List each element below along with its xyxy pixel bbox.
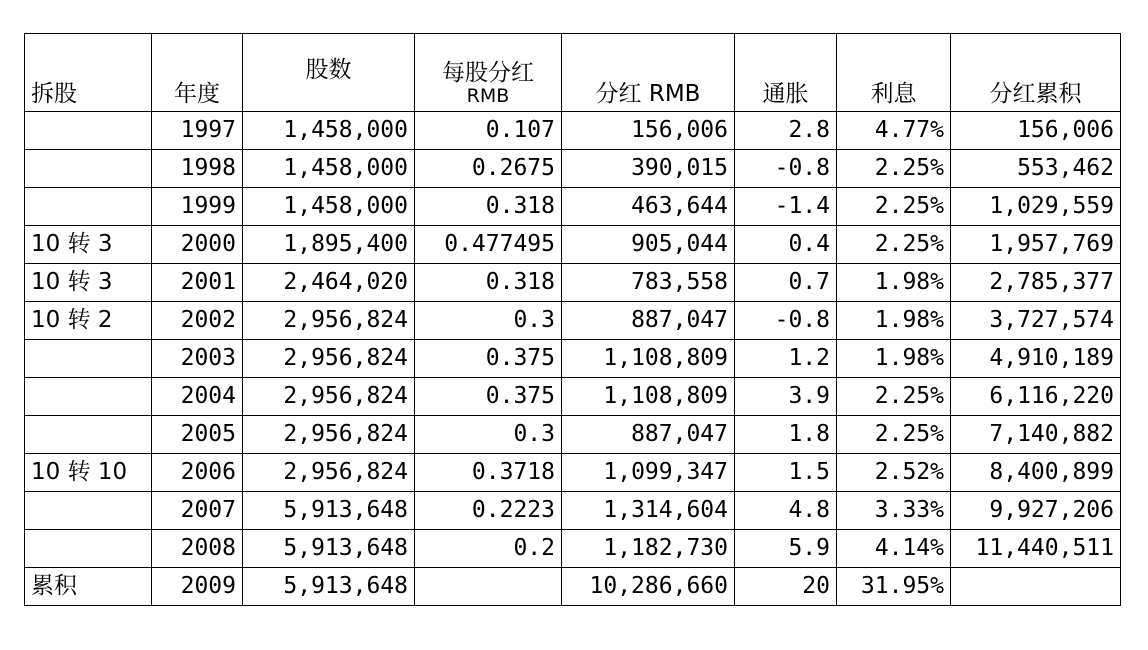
dividend-cell: 783,558 bbox=[562, 264, 735, 302]
inflation-cell: -1.4 bbox=[735, 188, 837, 226]
shares-cell: 1,458,000 bbox=[243, 112, 415, 150]
table-row bbox=[25, 226, 1121, 264]
header-dividend: 分红 RMB bbox=[562, 34, 735, 112]
dividend-per-share-cell: 0.375 bbox=[415, 378, 562, 416]
dividend-cell: 463,644 bbox=[562, 188, 735, 226]
dividend-cell: 1,314,604 bbox=[562, 492, 735, 530]
cumulative-cell: 9,927,206 bbox=[951, 492, 1121, 530]
cumulative-cell: 11,440,511 bbox=[951, 530, 1121, 568]
interest-cell: 4.14% bbox=[837, 530, 951, 568]
split-cell bbox=[25, 530, 152, 568]
year-cell: 1998 bbox=[152, 150, 243, 188]
year-cell: 2007 bbox=[152, 492, 243, 530]
interest-cell: 4.77% bbox=[837, 112, 951, 150]
inflation-cell: 4.8 bbox=[735, 492, 837, 530]
header-dps-line2: RMB bbox=[466, 85, 510, 108]
table-row bbox=[25, 302, 1121, 340]
dividend-cell: 390,015 bbox=[562, 150, 735, 188]
year-cell: 2004 bbox=[152, 378, 243, 416]
year-cell: 2001 bbox=[152, 264, 243, 302]
table-row bbox=[25, 340, 1121, 378]
table-row bbox=[25, 188, 1121, 226]
split-cell bbox=[25, 188, 152, 226]
interest-cell: 2.25% bbox=[837, 226, 951, 264]
dividend-per-share-cell: 0.2675 bbox=[415, 150, 562, 188]
dividend-per-share-cell: 0.107 bbox=[415, 112, 562, 150]
split-cell: 10 转 3 bbox=[25, 226, 152, 264]
inflation-cell: -0.8 bbox=[735, 150, 837, 188]
shares-cell: 2,956,824 bbox=[243, 454, 415, 492]
inflation-cell: 1.5 bbox=[735, 454, 837, 492]
header-cumulative: 分红累积 bbox=[951, 34, 1121, 112]
header-shares: 股数 bbox=[243, 34, 415, 112]
table-body bbox=[25, 112, 1121, 606]
interest-cell: 1.98% bbox=[837, 302, 951, 340]
year-cell: 2005 bbox=[152, 416, 243, 454]
dividend-cell: 905,044 bbox=[562, 226, 735, 264]
header-inflation: 通胀 bbox=[735, 34, 837, 112]
dividend-per-share-cell: 0.3718 bbox=[415, 454, 562, 492]
cumulative-cell: 1,029,559 bbox=[951, 188, 1121, 226]
shares-cell: 1,895,400 bbox=[243, 226, 415, 264]
dividend-per-share-cell: 0.318 bbox=[415, 264, 562, 302]
cumulative-cell: 6,116,220 bbox=[951, 378, 1121, 416]
header-year: 年度 bbox=[152, 34, 243, 112]
shares-cell: 2,956,824 bbox=[243, 302, 415, 340]
inflation-cell: 0.4 bbox=[735, 226, 837, 264]
shares-cell: 1,458,000 bbox=[243, 188, 415, 226]
split-cell bbox=[25, 416, 152, 454]
year-cell: 2006 bbox=[152, 454, 243, 492]
inflation-cell: 1.8 bbox=[735, 416, 837, 454]
interest-cell: 2.25% bbox=[837, 150, 951, 188]
dividend-per-share-cell: 0.3 bbox=[415, 416, 562, 454]
table-row bbox=[25, 416, 1121, 454]
dividend-per-share-cell: 0.2223 bbox=[415, 492, 562, 530]
year-cell: 2000 bbox=[152, 226, 243, 264]
dividend-cell: 10,286,660 bbox=[562, 568, 735, 606]
shares-cell: 5,913,648 bbox=[243, 568, 415, 606]
inflation-cell: 2.8 bbox=[735, 112, 837, 150]
cumulative-cell: 553,462 bbox=[951, 150, 1121, 188]
dividend-cell: 1,108,809 bbox=[562, 340, 735, 378]
header-split: 拆股 bbox=[25, 34, 152, 112]
interest-cell: 31.95% bbox=[837, 568, 951, 606]
year-cell: 2009 bbox=[152, 568, 243, 606]
year-cell: 2002 bbox=[152, 302, 243, 340]
dividend-table bbox=[24, 33, 1121, 606]
interest-cell: 2.25% bbox=[837, 416, 951, 454]
split-cell bbox=[25, 378, 152, 416]
header-interest: 利息 bbox=[837, 34, 951, 112]
table-row bbox=[25, 264, 1121, 302]
table-row bbox=[25, 150, 1121, 188]
split-cell: 10 转 2 bbox=[25, 302, 152, 340]
cumulative-cell: 2,785,377 bbox=[951, 264, 1121, 302]
split-cell bbox=[25, 150, 152, 188]
table-row bbox=[25, 378, 1121, 416]
split-cell bbox=[25, 492, 152, 530]
shares-cell: 5,913,648 bbox=[243, 530, 415, 568]
split-cell bbox=[25, 340, 152, 378]
table-row bbox=[25, 492, 1121, 530]
inflation-cell: 1.2 bbox=[735, 340, 837, 378]
year-cell: 2008 bbox=[152, 530, 243, 568]
dividend-cell: 156,006 bbox=[562, 112, 735, 150]
dividend-per-share-cell bbox=[415, 568, 562, 606]
cumulative-cell: 7,140,882 bbox=[951, 416, 1121, 454]
shares-cell: 2,464,020 bbox=[243, 264, 415, 302]
header-dps-line1: 每股分红 bbox=[442, 59, 534, 86]
cumulative-cell: 156,006 bbox=[951, 112, 1121, 150]
dividend-cell: 887,047 bbox=[562, 416, 735, 454]
cumulative-cell: 8,400,899 bbox=[951, 454, 1121, 492]
interest-cell: 2.52% bbox=[837, 454, 951, 492]
cumulative-cell bbox=[951, 568, 1121, 606]
dividend-per-share-cell: 0.375 bbox=[415, 340, 562, 378]
cumulative-cell: 3,727,574 bbox=[951, 302, 1121, 340]
shares-cell: 5,913,648 bbox=[243, 492, 415, 530]
year-cell: 2003 bbox=[152, 340, 243, 378]
table-row bbox=[25, 530, 1121, 568]
split-cell: 10 转 10 bbox=[25, 454, 152, 492]
interest-cell: 2.25% bbox=[837, 188, 951, 226]
cumulative-cell: 1,957,769 bbox=[951, 226, 1121, 264]
cumulative-cell: 4,910,189 bbox=[951, 340, 1121, 378]
shares-cell: 2,956,824 bbox=[243, 416, 415, 454]
inflation-cell: 5.9 bbox=[735, 530, 837, 568]
header-dividend-per-share bbox=[415, 34, 562, 112]
interest-cell: 1.98% bbox=[837, 264, 951, 302]
inflation-cell: 20 bbox=[735, 568, 837, 606]
interest-cell: 1.98% bbox=[837, 340, 951, 378]
dividend-per-share-cell: 0.2 bbox=[415, 530, 562, 568]
table-row bbox=[25, 568, 1121, 606]
year-cell: 1997 bbox=[152, 112, 243, 150]
dividend-per-share-cell: 0.318 bbox=[415, 188, 562, 226]
dividend-cell: 1,182,730 bbox=[562, 530, 735, 568]
split-cell bbox=[25, 112, 152, 150]
interest-cell: 2.25% bbox=[837, 378, 951, 416]
year-cell: 1999 bbox=[152, 188, 243, 226]
shares-cell: 1,458,000 bbox=[243, 150, 415, 188]
dividend-cell: 887,047 bbox=[562, 302, 735, 340]
shares-cell: 2,956,824 bbox=[243, 340, 415, 378]
inflation-cell: 3.9 bbox=[735, 378, 837, 416]
header-row bbox=[25, 34, 1121, 112]
inflation-cell: 0.7 bbox=[735, 264, 837, 302]
inflation-cell: -0.8 bbox=[735, 302, 837, 340]
dividend-per-share-cell: 0.3 bbox=[415, 302, 562, 340]
dividend-per-share-cell: 0.477495 bbox=[415, 226, 562, 264]
table-row bbox=[25, 112, 1121, 150]
dividend-cell: 1,099,347 bbox=[562, 454, 735, 492]
dividend-cell: 1,108,809 bbox=[562, 378, 735, 416]
split-cell: 累积 bbox=[25, 568, 152, 606]
shares-cell: 2,956,824 bbox=[243, 378, 415, 416]
table-row bbox=[25, 454, 1121, 492]
split-cell: 10 转 3 bbox=[25, 264, 152, 302]
interest-cell: 3.33% bbox=[837, 492, 951, 530]
